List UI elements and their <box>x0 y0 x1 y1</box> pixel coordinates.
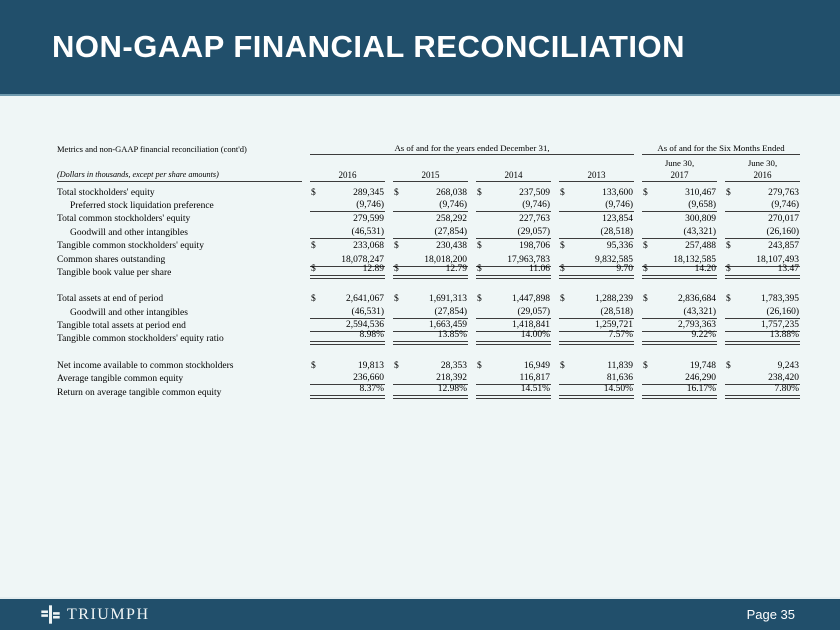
section-gap <box>57 279 800 292</box>
cell-value: (27,854) <box>434 226 467 237</box>
value-cell <box>393 225 468 238</box>
cell-value: 8.98% <box>359 330 384 341</box>
value-cell <box>725 239 800 252</box>
dollar-sign: $ <box>311 360 316 371</box>
cell-value: 279,599 <box>353 214 384 225</box>
cell-value: 13.88% <box>769 330 799 341</box>
content-area <box>0 96 840 597</box>
cell-value: (46,531) <box>351 306 384 317</box>
value-cell <box>725 305 800 318</box>
cell-value: 270,017 <box>768 214 799 225</box>
value-cell <box>725 358 800 371</box>
cell-value: (9,746) <box>356 199 384 210</box>
dollar-sign: $ <box>477 241 482 252</box>
cell-value: (9,746) <box>439 199 467 210</box>
value-cell <box>476 332 551 345</box>
table-row <box>57 212 800 225</box>
row-label: Total stockholders' equity <box>57 187 155 198</box>
value-cell <box>393 358 468 371</box>
year-header: 2017 <box>642 169 717 182</box>
dollar-sign: $ <box>311 187 316 198</box>
value-cell <box>476 185 551 198</box>
value-cell <box>642 263 717 279</box>
cell-value: (27,854) <box>434 306 467 317</box>
value-cell <box>559 185 634 198</box>
cell-value: 238,420 <box>768 373 799 384</box>
cell-value: 237,509 <box>519 187 550 198</box>
dollar-sign: $ <box>643 241 648 252</box>
row-label: Tangible total assets at period end <box>57 321 186 332</box>
cell-value: 2,641,067 <box>346 294 384 305</box>
dollar-sign: $ <box>560 360 565 371</box>
dollar-sign: $ <box>477 360 482 371</box>
cell-value: 289,345 <box>353 187 384 198</box>
dollar-sign: $ <box>726 263 731 274</box>
page-number: Page 35 <box>746 607 795 622</box>
cell-value: 268,038 <box>436 187 467 198</box>
dollar-sign: $ <box>311 294 316 305</box>
row-label: Total common stockholders' equity <box>57 214 191 225</box>
value-cell <box>393 332 468 345</box>
cell-value: (46,531) <box>351 226 384 237</box>
value-cell <box>310 225 385 238</box>
value-cell <box>310 305 385 318</box>
table-row <box>57 225 800 238</box>
value-cell <box>559 225 634 238</box>
cell-value: 14.20 <box>694 263 716 274</box>
cell-value: 257,488 <box>685 241 716 252</box>
value-cell <box>642 292 717 305</box>
value-cell <box>725 332 800 345</box>
cell-value: 12.89 <box>362 263 384 274</box>
cell-value: 310,467 <box>685 187 716 198</box>
value-cell <box>310 212 385 225</box>
dollar-sign: $ <box>394 241 399 252</box>
row-label: Average tangible common equity <box>57 374 184 385</box>
value-cell <box>393 185 468 198</box>
row-label: Tangible book value per share <box>57 267 172 278</box>
cell-value: 2,594,536 <box>346 320 384 331</box>
cell-value: (28,518) <box>600 226 633 237</box>
cell-value: 1,757,235 <box>761 320 799 331</box>
dollar-sign: $ <box>394 294 399 305</box>
table-row <box>57 292 800 305</box>
slide-header <box>0 0 840 96</box>
cell-value: 9.70 <box>616 263 633 274</box>
cell-value: 218,392 <box>436 373 467 384</box>
cell-value: 18,078,247 <box>341 254 384 265</box>
cell-value: 227,763 <box>519 214 550 225</box>
row-label: Tangible common stockholders' equity ratio <box>57 334 224 345</box>
value-cell <box>559 292 634 305</box>
row-label: Return on average tangible common equity <box>57 387 222 398</box>
row-label: Preferred stock liquidation preference <box>70 200 214 211</box>
cell-value: 13.85% <box>437 330 467 341</box>
year-header: 2015 <box>393 169 468 182</box>
row-label: Goodwill and other intangibles <box>70 227 188 238</box>
value-cell <box>310 332 385 345</box>
financial-table <box>57 142 800 399</box>
dollar-sign: $ <box>726 294 731 305</box>
six-months-group-header: As of and for the Six Months Ended <box>642 142 800 155</box>
value-cell <box>559 199 634 212</box>
cell-value: 14.51% <box>520 383 550 394</box>
value-cell <box>559 212 634 225</box>
dollar-sign: $ <box>643 187 648 198</box>
dollar-sign: $ <box>643 263 648 274</box>
cell-value: 198,706 <box>519 241 550 252</box>
value-cell <box>310 185 385 198</box>
table-row <box>57 199 800 212</box>
value-cell <box>725 292 800 305</box>
cell-value: 230,438 <box>436 241 467 252</box>
value-cell <box>559 239 634 252</box>
dollar-sign: $ <box>726 241 731 252</box>
cell-value: 1,783,395 <box>761 294 799 305</box>
table-body <box>57 185 800 398</box>
slide-footer <box>0 597 840 630</box>
cell-value: 279,763 <box>768 187 799 198</box>
dollar-sign: $ <box>394 187 399 198</box>
dollar-sign: $ <box>726 360 731 371</box>
brand-logo <box>40 604 150 625</box>
cell-value: 13.47 <box>777 263 799 274</box>
brand-name: TRIUMPH <box>67 605 150 623</box>
value-cell <box>310 358 385 371</box>
value-cell <box>559 332 634 345</box>
cell-value: (28,518) <box>600 306 633 317</box>
value-cell <box>725 225 800 238</box>
cell-value: 2,836,684 <box>678 294 716 305</box>
value-cell <box>476 358 551 371</box>
value-cell <box>476 225 551 238</box>
dollar-sign: $ <box>394 263 399 274</box>
cell-value: (29,057) <box>517 306 550 317</box>
page-title: NON-GAAP FINANCIAL RECONCILIATION <box>52 29 686 64</box>
dollar-sign: $ <box>477 294 482 305</box>
value-cell <box>559 263 634 279</box>
cell-value: 233,068 <box>353 241 384 252</box>
value-cell <box>393 385 468 398</box>
cell-value: 1,418,841 <box>512 320 550 331</box>
table-row <box>57 239 800 252</box>
dollar-sign: $ <box>311 241 316 252</box>
cell-value: 14.00% <box>520 330 550 341</box>
cell-value: 9,243 <box>777 360 799 371</box>
row-label: Total assets at end of period <box>57 294 164 305</box>
table-row <box>57 385 800 398</box>
value-cell <box>642 185 717 198</box>
cell-value: 11.06 <box>528 263 550 274</box>
value-cell <box>642 212 717 225</box>
units-label: (Dollars in thousands, except per share amounts) <box>57 169 302 182</box>
value-cell <box>393 239 468 252</box>
cell-value: (26,160) <box>766 226 799 237</box>
value-cell <box>476 305 551 318</box>
dollar-sign: $ <box>726 187 731 198</box>
cell-value: 243,857 <box>768 241 799 252</box>
value-cell <box>393 263 468 279</box>
table-row <box>57 332 800 345</box>
cell-value: (43,321) <box>683 306 716 317</box>
value-cell <box>725 185 800 198</box>
cell-value: 133,600 <box>602 187 633 198</box>
cell-value: 16.17% <box>686 383 716 394</box>
row-label: Goodwill and other intangibles <box>70 307 188 318</box>
table-header-june <box>57 155 800 168</box>
cell-value: 123,854 <box>602 214 633 225</box>
table-row <box>57 252 800 265</box>
value-cell <box>393 212 468 225</box>
section-gap <box>57 345 800 358</box>
table-row <box>57 263 800 279</box>
value-cell <box>559 385 634 398</box>
value-cell <box>476 292 551 305</box>
cell-value: 19,748 <box>689 360 716 371</box>
year-header: 2013 <box>559 169 634 182</box>
dollar-sign: $ <box>560 241 565 252</box>
year-header: 2016 <box>310 169 385 182</box>
value-cell <box>725 212 800 225</box>
cell-value: 1,259,721 <box>595 320 633 331</box>
value-cell <box>393 292 468 305</box>
cell-value: (9,746) <box>605 199 633 210</box>
table-header-groups <box>57 142 800 155</box>
value-cell <box>559 305 634 318</box>
cell-value: 246,290 <box>685 373 716 384</box>
june-30-label: June 30, <box>747 157 778 168</box>
cell-value: 18,018,200 <box>424 254 467 265</box>
cell-value: 1,691,313 <box>429 294 467 305</box>
year-header: 2016 <box>725 169 800 182</box>
value-cell <box>642 358 717 371</box>
value-cell <box>393 305 468 318</box>
cell-value: (26,160) <box>766 306 799 317</box>
table-header-years <box>57 169 800 182</box>
cell-value: 7.57% <box>608 330 633 341</box>
value-cell <box>642 332 717 345</box>
dollar-sign: $ <box>477 263 482 274</box>
value-cell <box>310 199 385 212</box>
dollar-sign: $ <box>643 360 648 371</box>
cell-value: 258,292 <box>436 214 467 225</box>
row-label: Net income available to common stockholders <box>57 360 234 371</box>
cell-value: 14.50% <box>603 383 633 394</box>
cell-value: 19,813 <box>357 360 384 371</box>
cell-value: 236,660 <box>353 373 384 384</box>
cell-value: 116,817 <box>519 373 550 384</box>
cell-value: 8.37% <box>359 383 384 394</box>
cell-value: 9,832,585 <box>595 254 633 265</box>
dollar-sign: $ <box>560 263 565 274</box>
cell-value: 9.22% <box>691 330 716 341</box>
value-cell <box>476 263 551 279</box>
table-row <box>57 358 800 371</box>
row-label: Tangible common stockholders' equity <box>57 241 204 252</box>
table-row <box>57 319 800 332</box>
value-cell <box>393 199 468 212</box>
value-cell <box>642 239 717 252</box>
value-cell <box>725 199 800 212</box>
dollar-sign: $ <box>394 360 399 371</box>
cell-value: 2,793,363 <box>678 320 716 331</box>
cell-value: 81,636 <box>606 373 633 384</box>
cell-value: 28,353 <box>440 360 467 371</box>
cell-value: (9,746) <box>522 199 550 210</box>
year-group-header: As of and for the years ended December 31, <box>310 142 634 155</box>
dollar-sign: $ <box>560 187 565 198</box>
value-cell <box>642 225 717 238</box>
table-meta-label: Metrics and non-GAAP financial reconciliation (cont'd) <box>57 144 247 155</box>
value-cell <box>310 239 385 252</box>
cell-value: 1,288,239 <box>595 294 633 305</box>
cell-value: 1,663,459 <box>429 320 467 331</box>
value-cell <box>642 385 717 398</box>
cell-value: 18,107,493 <box>756 254 799 265</box>
cell-value: 300,809 <box>685 214 716 225</box>
year-header: 2014 <box>476 169 551 182</box>
value-cell <box>476 239 551 252</box>
cell-value: 95,336 <box>606 241 633 252</box>
table-row <box>57 185 800 198</box>
cell-value: 1,447,898 <box>512 294 550 305</box>
june-30-label: June 30, <box>664 157 695 168</box>
cell-value: 17,963,783 <box>507 254 550 265</box>
triumph-cross-icon <box>40 604 61 625</box>
row-label: Common shares outstanding <box>57 254 166 265</box>
value-cell <box>310 263 385 279</box>
table-row <box>57 305 800 318</box>
value-cell <box>310 292 385 305</box>
cell-value: 16,949 <box>523 360 550 371</box>
cell-value: (43,321) <box>683 226 716 237</box>
cell-value: 18,132,585 <box>673 254 716 265</box>
value-cell <box>476 385 551 398</box>
cell-value: (29,057) <box>517 226 550 237</box>
value-cell <box>476 212 551 225</box>
dollar-sign: $ <box>311 263 316 274</box>
cell-value: 12.79 <box>445 263 467 274</box>
cell-value: (9,658) <box>688 199 716 210</box>
dollar-sign: $ <box>560 294 565 305</box>
cell-value: 7.80% <box>774 383 799 394</box>
value-cell <box>642 305 717 318</box>
value-cell <box>725 263 800 279</box>
cell-value: (9,746) <box>771 199 799 210</box>
value-cell <box>725 385 800 398</box>
value-cell <box>559 358 634 371</box>
value-cell <box>642 199 717 212</box>
dollar-sign: $ <box>477 187 482 198</box>
value-cell <box>476 199 551 212</box>
value-cell <box>310 385 385 398</box>
cell-value: 11,839 <box>607 360 633 371</box>
cell-value: 12.98% <box>437 383 467 394</box>
dollar-sign: $ <box>643 294 648 305</box>
